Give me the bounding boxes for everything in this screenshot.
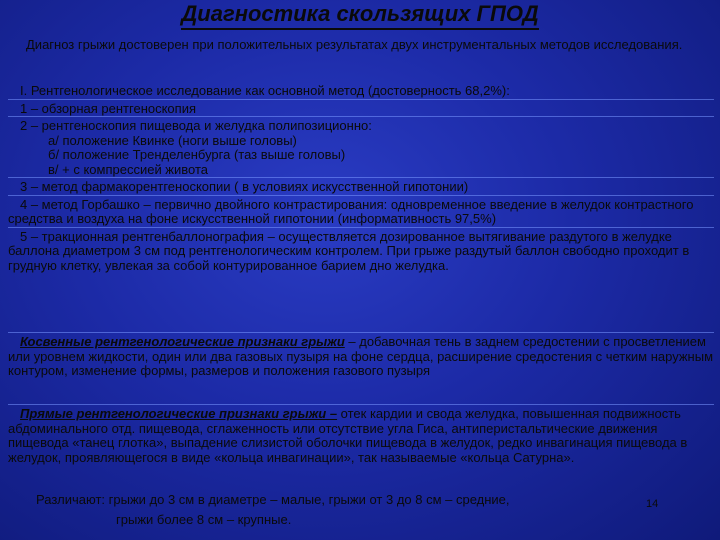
direct-signs-label: Прямые рентгенологические признаки грыжи – [20,406,338,421]
list-item-4: 4 – метод Горбашко – первично двойного контрастирования: одновременное введение в желудок контрастного средства и воздуха на фоне искусственной гипотонии (информативность 97,5%) [8,195,714,227]
size-classification-line-1: Различают: грыжи до 3 см в диаметре – малые, грыжи от 3 до 8 см – средние, [36,492,510,507]
direct-signs-paragraph [8,404,714,465]
indirect-signs-paragraph [8,332,714,379]
size-classification [36,490,616,530]
indirect-signs-label: Косвенные рентгенологические признаки грыжи [20,334,345,349]
list-heading: I. Рентгенологическое исследование как основной метод (достоверность 68,2%): [20,83,510,98]
direct-signs-text: отек кардии и свода желудка, повышенная подвижность абдоминального отд. пищевода, сглаженность или отсутствие угла Гиса, антиперистальтические движения пищевода «танец глотка», выпадение слизистой оболочки пищевода в желудок, редко инвагинация пищевода в желудок, проявляющегося в виде «кольца инвагинации», так называемые «кольца Сатурна». [8,406,688,465]
list-item-2: 2 – рентгеноскопия пищевода и желудка полипозиционно: [8,116,714,134]
intro-paragraph [8,38,714,53]
xray-methods-list [8,84,714,273]
slide-title-text: Диагностика скользящих ГПОД [181,0,538,30]
indirect-signs-text: – добавочная тень в заднем средостении с просветлением или уровнем жидкости, один или два газовых пузыря на фоне сердца, расширение средостения с четким наружным контуром, изменение формы, размеров и положения газового пузыря [8,334,714,378]
slide-title [0,0,720,30]
list-item-2b: б/ положение Тренделенбурга (таз выше головы) [48,147,346,162]
size-classification-line-2: грыжи более 8 см – крупные. [116,512,292,527]
list-item-2a: а/ положение Квинке (ноги выше головы) [48,132,297,148]
intro-text: Диагноз грыжи достоверен при положительных результатах двух инструментальных методов исследования. [26,37,683,52]
list-item-2c: в/ + с компрессией живота [48,161,209,177]
list-item-3: 3 – метод фармакорентгеноскопии ( в условиях искусственной гипотонии) [8,177,714,195]
list-item-1: 1 – обзорная рентгеноскопия [8,99,714,117]
list-item-5: 5 – тракционная рентгенбаллонография – осуществляется дозированное вытягивание раздутого в желудке баллона диаметром 3 см под рентгенологическим контролем. При грыже раздутый баллон свободно проходит в грудную клетку, увлекая за собой контурированное барием дно желудка. [8,227,714,274]
page-number: 14 [646,498,659,510]
